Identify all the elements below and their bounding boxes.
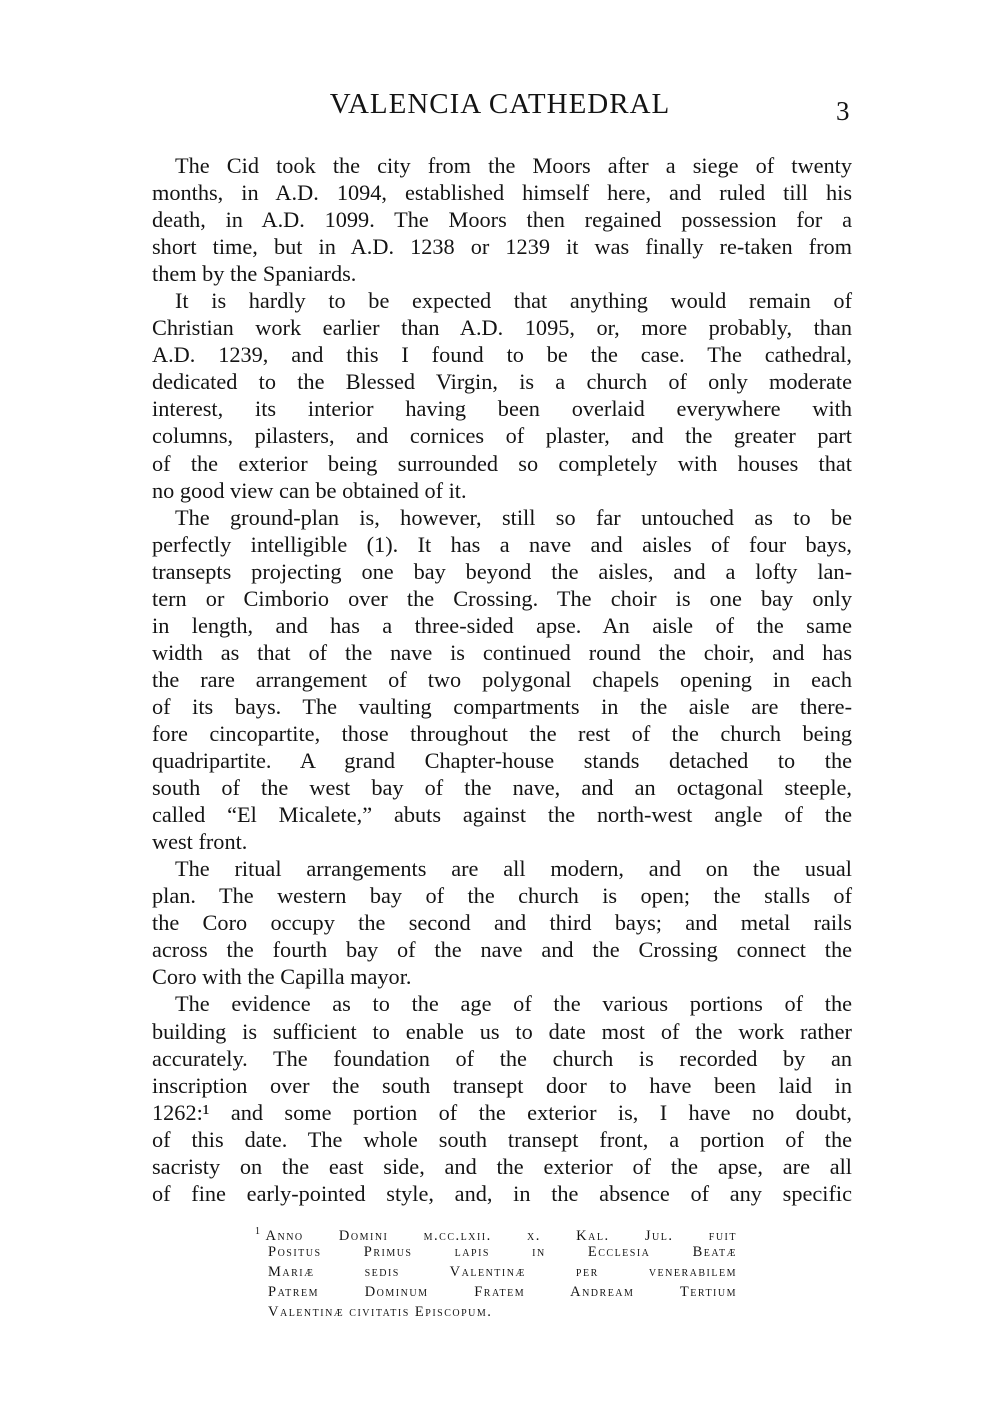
text-line: perfectly intelligible (1). It has a nave and aisles of four bays, xyxy=(152,531,852,557)
text-line: sacristy on the east side, and the exterior of the apse, are all xyxy=(152,1153,852,1179)
paragraph xyxy=(152,855,852,990)
text-line: 1262:¹ and some portion of the exterior is, I have no doubt, xyxy=(152,1099,852,1125)
text-line: short time, but in A.D. 1238 or 1239 it was finally re-taken from xyxy=(152,234,852,260)
page-number: 3 xyxy=(836,96,850,126)
footnote-line xyxy=(255,1302,737,1322)
text-line: quadripartite. A grand Chapter-house stands detached to the xyxy=(152,748,852,774)
text-line: west front. xyxy=(152,829,248,855)
paragraph xyxy=(152,152,852,287)
text-line: no good view can be obtained of it. xyxy=(152,477,467,503)
text-line: The ground-plan is, however, still so far untouched as to be xyxy=(175,504,852,530)
text-line: months, in A.D. 1094, established himself here, and ruled till his xyxy=(152,180,852,206)
footnote-text: Mariæ sedis Valentinæ per venerabilem xyxy=(268,1264,737,1280)
body-text xyxy=(152,152,852,1207)
text-line: building is sufficient to enable us to date most of the work rather xyxy=(152,1018,852,1044)
text-line: inscription over the south transept door to have been laid in xyxy=(152,1072,852,1098)
text-line: in length, and has a three-sided apse. An aisle of the same xyxy=(152,612,852,638)
footnote xyxy=(255,1222,737,1322)
text-line: the rare arrangement of two polygonal chapels opening in each xyxy=(152,666,852,692)
text-line: of its bays. The vaulting compartments in the aisle are there- xyxy=(152,693,852,719)
footnote-line xyxy=(255,1262,737,1282)
text-line: interest, its interior having been overlaid everywhere with xyxy=(152,396,852,422)
text-line: plan. The western bay of the church is open; the stalls of xyxy=(152,883,852,909)
footnote-line xyxy=(255,1282,737,1302)
paragraph xyxy=(152,287,852,503)
text-line: transepts projecting one bay beyond the aisles, and a lofty lan- xyxy=(152,558,852,584)
text-line: called “El Micalete,” abuts against the north-west angle of the xyxy=(152,802,852,828)
text-line: the Coro occupy the second and third bays; and metal rails xyxy=(152,910,852,936)
text-line: width as that of the nave is continued round the choir, and has xyxy=(152,639,852,665)
paragraph xyxy=(152,990,852,1206)
text-line: across the fourth bay of the nave and the Crossing connect the xyxy=(152,937,852,963)
paragraph xyxy=(152,504,852,856)
footnote-line xyxy=(255,1242,737,1262)
text-line: south of the west bay of the nave, and an octagonal steeple, xyxy=(152,775,852,801)
text-line: them by the Spaniards. xyxy=(152,261,357,287)
footnote-line xyxy=(255,1222,737,1242)
text-line: of the exterior being surrounded so completely with houses that xyxy=(152,450,852,476)
footnote-text: Valentinæ civitatis Episcopum. xyxy=(268,1304,493,1320)
text-line: Coro with the Capilla mayor. xyxy=(152,964,412,990)
text-line: The ritual arrangements are all modern, and on the usual xyxy=(175,856,852,882)
footnote-text: Positus Primus lapis in Ecclesia Beatæ xyxy=(268,1244,737,1260)
text-line: tern or Cimborio over the Crossing. The choir is one bay only xyxy=(152,585,852,611)
footnote-text: Patrem Dominum Fratem Andream Tertium xyxy=(268,1284,737,1300)
text-line: of this date. The whole south transept front, a portion of the xyxy=(152,1126,852,1152)
text-line: The Cid took the city from the Moors after a siege of twenty xyxy=(175,153,852,178)
page-title: VALENCIA CATHEDRAL xyxy=(329,88,671,120)
footnote-text: Anno Domini m.cc.lxii. x. Kal. Jul. fuit xyxy=(265,1227,737,1244)
text-line: fore cincopartite, those throughout the rest of the church being xyxy=(152,720,852,746)
text-line: death, in A.D. 1099. The Moors then regained possession for a xyxy=(152,207,852,233)
footnote-marker: 1 xyxy=(255,1226,262,1237)
text-line: accurately. The foundation of the church is recorded by an xyxy=(152,1045,852,1071)
text-line: A.D. 1239, and this I found to be the case. The cathedral, xyxy=(152,342,852,368)
text-line: Christian work earlier than A.D. 1095, or, more probably, than xyxy=(152,315,852,341)
text-line: columns, pilasters, and cornices of plaster, and the greater part xyxy=(152,423,852,449)
text-line: dedicated to the Blessed Virgin, is a church of only moderate xyxy=(152,369,852,395)
text-line: It is hardly to be expected that anything would remain of xyxy=(175,288,852,314)
text-line: of fine early-pointed style, and, in the absence of any specific xyxy=(152,1180,852,1206)
text-line: The evidence as to the age of the various portions of the xyxy=(175,991,852,1017)
